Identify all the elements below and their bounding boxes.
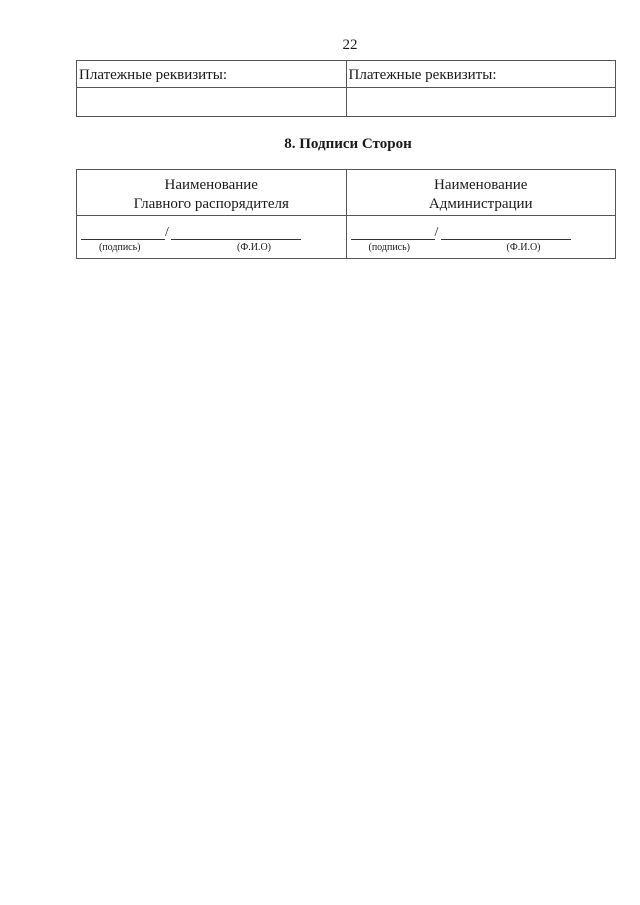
signature-slash: / <box>165 225 169 240</box>
signatures-table <box>76 169 616 259</box>
requisites-left-value <box>77 88 347 117</box>
signatory-right-name-line1: Наименование <box>434 177 528 193</box>
signatory-left-name-line1: Наименование <box>164 177 258 193</box>
signatory-right-name-line2: Администрации <box>428 196 533 212</box>
requisites-left-label: Платежные реквизиты: <box>77 61 347 88</box>
signature-underline <box>351 239 435 240</box>
signature-left-line <box>81 224 336 240</box>
caption-signature: (подпись) <box>368 242 411 253</box>
signature-underline <box>81 239 165 240</box>
fio-underline <box>441 239 571 240</box>
requisites-right-value <box>346 88 616 117</box>
caption-fio: (Ф.И.О) <box>237 242 272 253</box>
caption-signature: (подпись) <box>99 242 141 253</box>
payment-requisites-table <box>76 60 616 117</box>
page-number: 22 <box>342 37 358 53</box>
signature-left-cell <box>77 216 347 259</box>
signatory-left-name <box>77 170 347 216</box>
requisites-right-label: Платежные реквизиты: <box>346 61 616 88</box>
signatory-left-name-line2: Главного распорядителя <box>133 196 289 212</box>
fio-underline <box>171 239 301 240</box>
signature-slash: / <box>434 225 439 240</box>
signature-right-cell <box>346 216 616 259</box>
signature-left-caption <box>77 242 346 254</box>
section-heading: 8. Подписи Сторон <box>284 136 412 152</box>
signature-right-line <box>351 224 606 240</box>
signature-right-caption <box>347 242 616 254</box>
caption-fio: (Ф.И.О) <box>506 242 541 253</box>
signatory-right-name <box>346 170 616 216</box>
